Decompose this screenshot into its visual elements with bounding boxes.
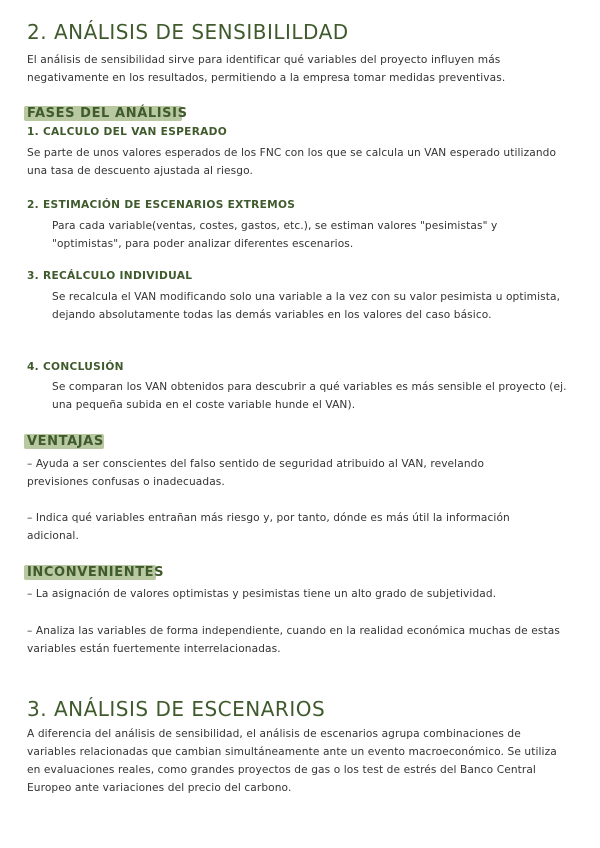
inconvenientes-item-1: – La asignación de valores optimistas y pesimistas tiene un alto grado de subjetividad. [27,588,497,600]
ventajas-heading: VENTAJAS [27,434,104,449]
fase-4-title: 4. CONCLUSIÓN [27,361,124,373]
section-2-intro: El análisis de sensibilidad sirve para identificar qué variables del proyecto influyen más negativamente en los resultados, permitiendo a la empresa tomar medidas preventivas. [27,54,506,84]
fases-heading: FASES DEL ANÁLISIS [27,106,188,121]
fase-1-title: 1. CALCULO DEL VAN ESPERADO [27,126,228,138]
fase-2-text: Para cada variable(ventas, costes, gastos, etc.), se estiman valores "pesimistas" y "optimistas", para poder analizar diferentes escenarios. [52,220,498,250]
ventajas-item-2: – Indica qué variables entrañan más riesgo y, por tanto, dónde es más útil la información adicional. [27,512,510,542]
inconvenientes-heading: INCONVENIENTES [27,565,165,580]
fase-3-text: Se recalcula el VAN modificando solo una variable a la vez con su valor pesimista u optimista, dejando absolutamente todas las demás variables en los valores del caso básico. [52,291,561,321]
inconvenientes-item-2: – Analiza las variables de forma independiente, cuando en la realidad económica muchas de estas variables están fuertemente interrelacionadas. [27,625,560,655]
fase-3-title: 3. RECÁLCULO INDIVIDUAL [27,270,193,282]
fase-1-text: Se parte de unos valores esperados de los FNC con los que se calcula un VAN esperado utilizando una tasa de descuento ajustada al riesgo. [27,147,557,177]
section-2-title: 2. ANÁLISIS DE SENSIBILILDAD [27,20,349,44]
fase-2-title: 2. ESTIMACIÓN DE ESCENARIOS EXTREMOS [27,199,296,211]
section-3-intro: A diferencia del análisis de sensibilidad, el análisis de escenarios agrupa combinaciones de variables relacionadas que cambian simultáneamente ante un evento macroeconómico. Se utiliza en evaluaciones reales, como grandes proyectos de gas o los test de estrés del Banco Central Europeo ante variaciones del precio del carbono. [27,728,557,794]
fase-4-text: Se comparan los VAN obtenidos para descubrir a qué variables es más sensible el proyecto (ej. una pequeña subida en el coste variable hunde el VAN). [52,381,567,411]
ventajas-item-1: – Ayuda a ser conscientes del falso sentido de seguridad atribuido al VAN, revelando previsiones confusas o inadecuadas. [27,458,485,488]
section-3-title: 3. ANÁLISIS DE ESCENARIOS [27,697,326,721]
